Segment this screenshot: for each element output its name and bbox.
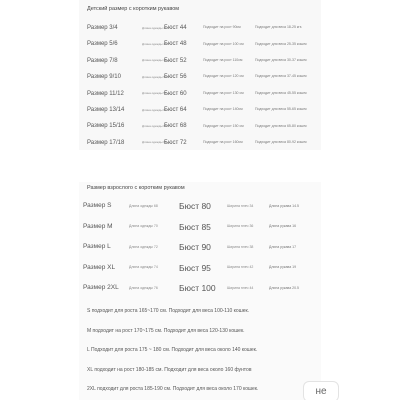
garment-length: Длина одежды 61 (142, 107, 167, 112)
bust-value: Бюст 90 (179, 242, 211, 252)
bust-value: Бюст 56 (164, 74, 187, 81)
fit-height: Подходит на рост 160см (203, 140, 243, 144)
fit-height: Подходит на рост 150 см (203, 123, 244, 128)
fit-weight: Подходит для веса 37-45 кошек (255, 74, 307, 79)
garment-length: Длина одежды 74 (129, 265, 158, 269)
fit-note: 2XL подходит для роста 185-190 см. Подходит для веса около 170 кошек. (87, 386, 259, 392)
sleeve-length: Длина рукава 14.5 (269, 203, 299, 208)
garment-length: Длина одежды 45 (142, 41, 167, 46)
garment-length: Длина одежды 53 (142, 74, 167, 79)
fit-weight: Подходит для веса 55-65 кошек (255, 107, 307, 112)
shoulder-width: Ширина плеч 34 (227, 203, 254, 208)
garment-length: Длина одежды 69 (142, 140, 167, 145)
fit-height: Подходит на рост 130 см (203, 90, 244, 95)
fit-note: XL подходит на рост 180-185 см. Подходит для веса около 160 фунтов (87, 366, 252, 373)
shoulder-width: Ширина плеч 36 (227, 224, 254, 228)
bust-value: Бюст 85 (179, 221, 211, 232)
garment-length: Длина одежды 41 (142, 25, 167, 30)
garment-length: Длина одежды 68 (129, 203, 158, 208)
bust-value: Бюст 64 (164, 107, 187, 113)
bust-value: Бюст 52 (164, 57, 187, 64)
size-label: Размер 3/4 (87, 25, 118, 31)
fit-height: Подходит на рост 120 см (203, 74, 244, 79)
bust-value: Бюст 80 (179, 201, 211, 211)
size-label: Размер XL (83, 263, 116, 271)
garment-length: Длина одежды 57 (142, 91, 167, 96)
sleeve-length: Длина рукава 20.5 (269, 285, 299, 290)
bust-value: Бюст 68 (164, 123, 187, 130)
size-label: Размер 2XL (83, 284, 119, 291)
garment-length: Длина одежды 49 (142, 58, 167, 63)
fit-weight: Подходит для веса 18-25 кгs (255, 25, 302, 30)
kids-section-title: Детский размер с коротким рукавом (87, 6, 180, 12)
size-label: Размер S (83, 202, 112, 209)
garment-length: Длина одежды 65 (142, 123, 167, 128)
fit-note: M подходит на рост 170~175 см. Подходит для веса 120-130 кошек. (87, 327, 245, 334)
fit-note: S подходит для роста 165~170 см. Подходит для веса 100-110 кошек. (87, 308, 250, 314)
size-label: Размер 7/8 (87, 57, 118, 64)
bust-value: Бюст 100 (179, 283, 216, 293)
shoulder-width: Ширина плеч 38 (227, 244, 254, 249)
bust-value: Бюст 72 (164, 139, 187, 146)
size-label: Размер 5/6 (87, 41, 118, 48)
sleeve-length: Длина рукава 19 (269, 265, 297, 269)
size-label: Размер 9/10 (87, 74, 121, 81)
size-label: Размер 13/14 (87, 107, 125, 113)
fit-height: Подходит на рост 100 см (203, 41, 244, 46)
size-label: Размер M (83, 222, 113, 230)
size-label: Размер 15/16 (87, 123, 125, 130)
fit-height: Подходит на рост 110см (203, 58, 243, 62)
fit-weight: Подходит для веса 65-80 кошек (255, 123, 307, 128)
fit-weight: Подходит для веса 45-55 кошек (255, 90, 307, 95)
garment-length: Длина одежды 76 (129, 285, 158, 290)
kids-size-card (79, 0, 321, 150)
shoulder-width: Ширина плеч 44 (227, 285, 254, 290)
sleeve-length: Длина рукава 17 (269, 244, 297, 249)
adult-section-title: Размер взрослого с коротким рукавом (87, 185, 185, 191)
fit-note: L Подходит для роста 175 ~ 180 см. Подходит для веса около 140 кошек. (87, 347, 258, 353)
bust-value: Бюст 44 (164, 25, 187, 31)
size-label: Размер L (83, 243, 111, 250)
garment-length: Длина одежды 72 (129, 244, 158, 249)
fit-height: Подходит на рост 140см (203, 107, 243, 112)
fit-height: Подходит на рост 90см (203, 25, 241, 30)
fit-weight: Подходит для веса 30-37 кошек (255, 58, 307, 62)
shoulder-width: Ширина плеч 42 (227, 265, 254, 269)
fit-weight: Подходит для веса 25-35 кошек (255, 41, 307, 46)
garment-length: Длина одежды 70 (129, 224, 158, 228)
bust-value: Бюст 60 (164, 90, 187, 97)
sleeve-length: Длина рукава 16 (269, 224, 297, 228)
adult-size-card (79, 182, 321, 400)
bust-value: Бюст 95 (179, 262, 211, 273)
watermark-badge: не (303, 381, 339, 400)
size-label: Размер 17/18 (87, 139, 125, 146)
bust-value: Бюст 48 (164, 41, 187, 48)
fit-weight: Подходит для веса 80-92 кошек (255, 140, 307, 144)
size-label: Размер 11/12 (87, 90, 124, 97)
